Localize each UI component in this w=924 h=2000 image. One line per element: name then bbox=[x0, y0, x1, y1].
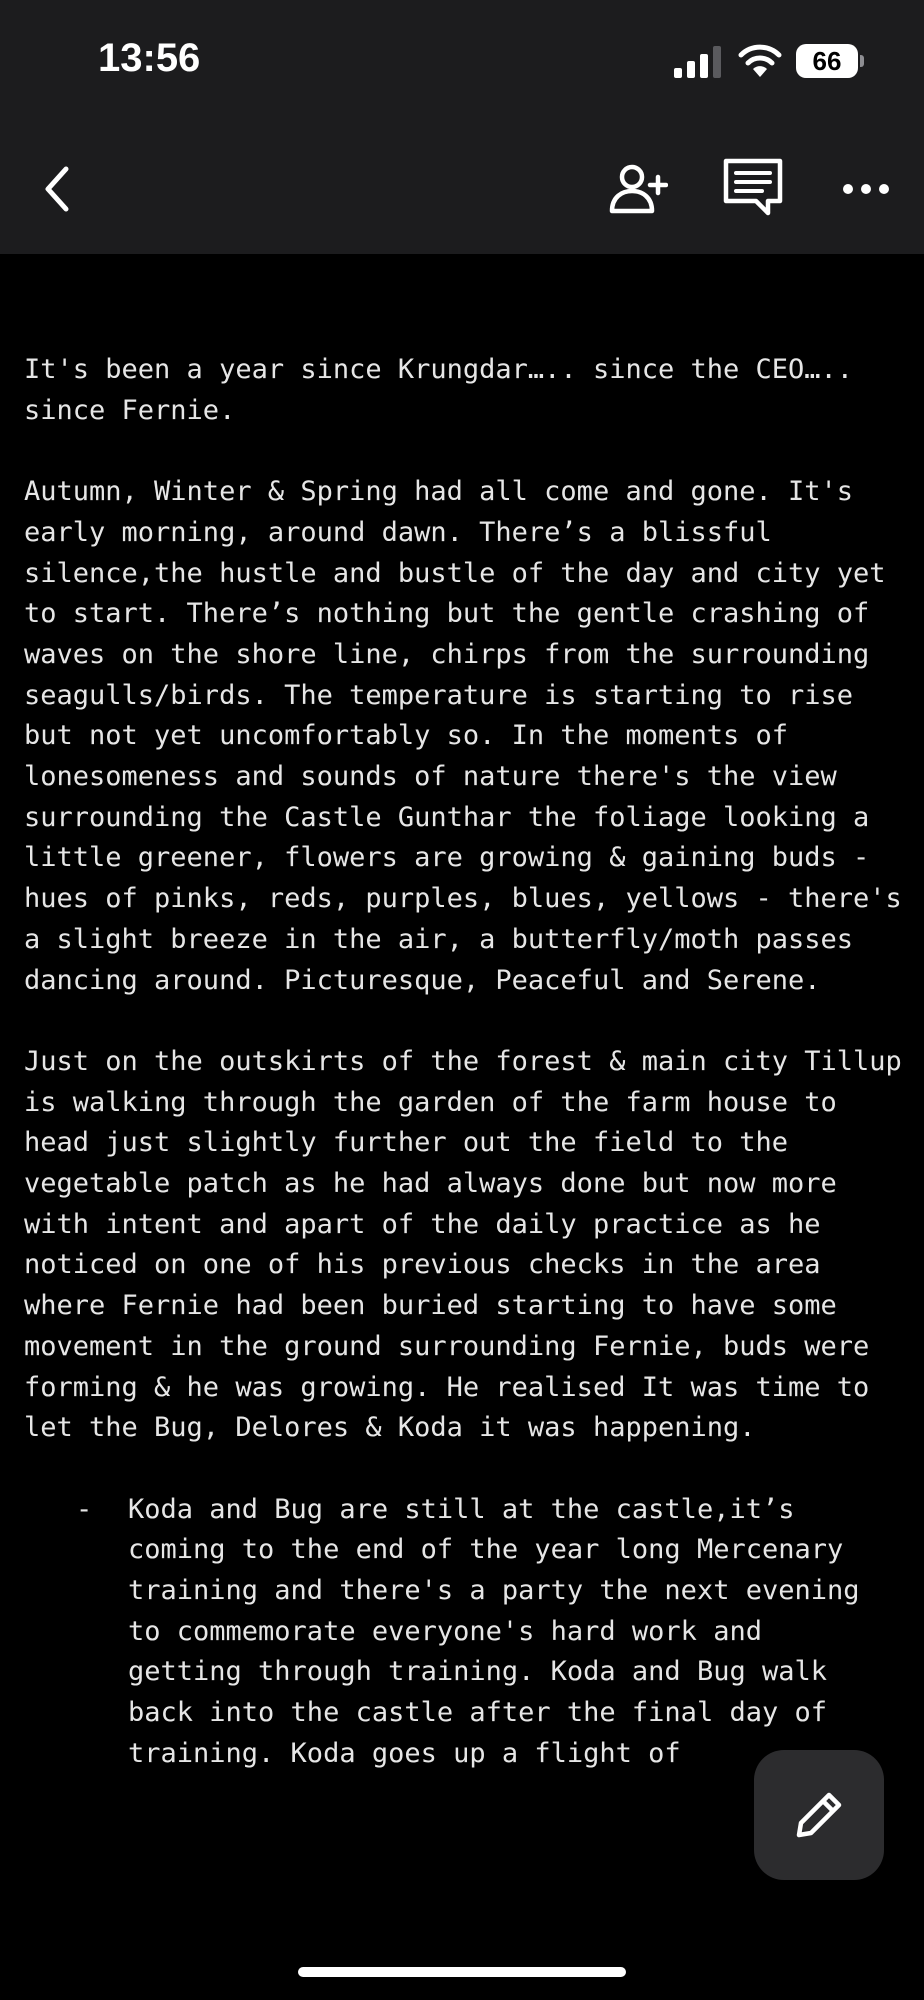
add-person-icon[interactable] bbox=[608, 159, 668, 219]
list-item bbox=[24, 1490, 904, 1775]
paragraph: Just on the outskirts of the forest & main city Tillup is walking through the garden of the farm house to head just slightly further out the field to the vegetable patch as he had always done but now more with intent and apart of the daily practice as he noticed on one of his previous checks in the area where Fernie had been buried starting to have some movement in the ground surrounding Fernie, buds were forming & he was growing. He realised It was time to let the Bug, Delores & Koda it was happening. bbox=[24, 1045, 902, 1444]
status-time: 13:56 bbox=[98, 36, 201, 80]
bullet-dash: - bbox=[76, 1493, 93, 1525]
bullet-text: Koda and Bug are still at the castle,it’s coming to the end of the year long Mercenary training and there's a party the next evening to commemorate everyone's hard work and getting through training. Koda and Bug walk back into the castle after the final day of training. Koda goes up a flight of bbox=[128, 1493, 860, 1769]
battery-tip bbox=[860, 55, 864, 67]
more-horizontal-icon[interactable] bbox=[840, 169, 892, 209]
document-body bbox=[24, 350, 904, 1775]
chevron-left-icon[interactable] bbox=[36, 159, 76, 219]
cellular-signal-icon bbox=[674, 46, 724, 78]
edit-button[interactable] bbox=[754, 1750, 884, 1880]
battery-indicator bbox=[796, 44, 858, 78]
battery-level: 66 bbox=[812, 45, 842, 76]
paragraph: It's been a year since Krungdar….. since the CEO….. since Fernie. bbox=[24, 354, 854, 426]
comment-icon[interactable] bbox=[722, 157, 784, 217]
pencil-icon bbox=[791, 1787, 847, 1843]
document-toolbar bbox=[0, 124, 924, 254]
home-indicator[interactable] bbox=[298, 1967, 626, 1977]
wifi-icon bbox=[738, 44, 782, 78]
status-bar bbox=[0, 0, 924, 124]
paragraph: Autumn, Winter & Spring had all come and gone. It's early morning, around dawn. There’s a blissful silence,the hustle and bustle of the day and city yet to start. There’s nothing but the gentle crashing of waves on the shore line, chirps from the surrounding seagulls/birds. The temperature is starting to rise but not yet uncomfortably so. In the moments of lonesomeness and sounds of nature there's the view surrounding the Castle Gunthar the foliage looking a little greener, flowers are growing & gaining buds - hues of pinks, reds, purples, blues, yellows - there's a slight breeze in the air, a butterfly/moth passes dancing around. Picturesque, Peaceful and Serene. bbox=[24, 476, 902, 996]
